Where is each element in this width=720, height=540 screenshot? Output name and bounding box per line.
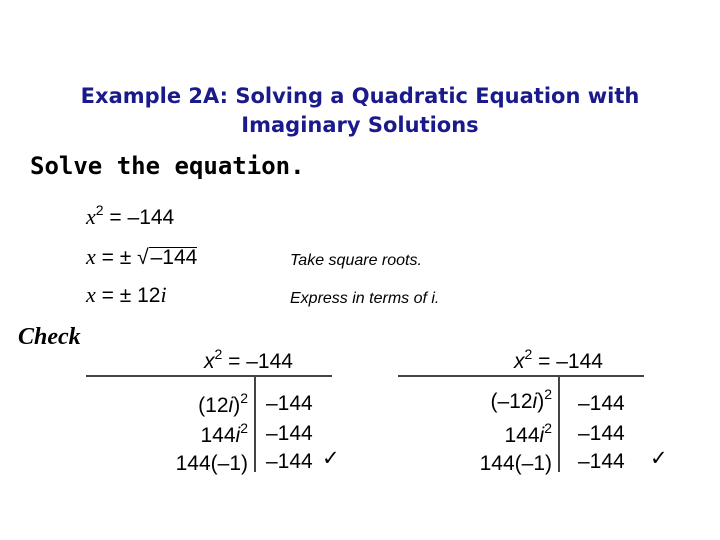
check-1-horizontal-rule — [86, 375, 332, 377]
step-3-equation — [86, 282, 167, 308]
check-1-row-2-left: $144i^2$ — [200, 420, 248, 447]
step-3-relation: = ± — [101, 284, 132, 307]
check-2-horizontal-rule — [398, 375, 644, 377]
step-1-rhs: –144 — [127, 206, 175, 229]
check-1-header — [204, 346, 293, 374]
step-2-radicand: –144 — [150, 246, 198, 269]
check-2-header — [514, 346, 603, 374]
check-2-header-rhs: = –144 — [538, 350, 603, 373]
check-2-vertical-rule — [558, 376, 560, 472]
step-3-note: Express in terms of i. — [290, 290, 440, 307]
slide-title — [0, 82, 720, 140]
check-2-row-3-right: –144 — [578, 450, 625, 473]
step-1-relation: = — [109, 206, 122, 229]
check-1-row-2-right: –144 — [266, 422, 313, 445]
step-3-imaginary-unit: i — [160, 282, 167, 307]
check-1-row-1-left: $(12i)^2$ — [198, 390, 248, 417]
check-1-vertical-rule — [254, 376, 256, 472]
step-2-relation: = ± — [101, 246, 132, 269]
sqrt-symbol: √ — [137, 246, 149, 269]
check-2-row-2-right: –144 — [578, 422, 625, 445]
step-2-equation — [86, 244, 197, 270]
check-1-header-exponent: 2 — [214, 346, 223, 362]
step-1-equation — [86, 202, 174, 230]
step-3-coefficient: 12 — [137, 284, 161, 307]
check-2-checkmark-icon: ✓ — [650, 447, 668, 470]
title-line-2: Imaginary Solutions — [241, 113, 479, 137]
step-2-variable: x — [86, 244, 96, 269]
title-line-1: Example 2A: Solving a Quadratic Equation with — [80, 84, 640, 108]
check-1-header-variable: x — [204, 350, 215, 373]
instruction-heading: Solve the equation. — [30, 152, 305, 180]
check-1-row-1-right: –144 — [266, 392, 313, 415]
check-1-row-3-left: 144(–1) — [175, 452, 248, 475]
check-1-row-3-right: –144 — [266, 450, 313, 473]
check-1-header-rhs: = –144 — [228, 350, 293, 373]
check-2-header-exponent: 2 — [524, 346, 533, 362]
step-1-exponent: 2 — [95, 202, 104, 218]
check-2-row-3-left: 144(–1) — [479, 452, 552, 475]
check-2-row-1-left: $(-12i)^2$ — [490, 386, 552, 413]
check-2-header-variable: x — [514, 350, 525, 373]
step-1-variable: x — [86, 204, 96, 229]
step-2-note: Take square roots. — [290, 252, 422, 269]
check-1-checkmark-icon: ✓ — [322, 447, 340, 470]
check-2-row-1-right: –144 — [578, 392, 625, 415]
check-label: Check — [18, 324, 81, 350]
check-2-row-2-left: $144i^2$ — [504, 420, 552, 447]
step-3-variable: x — [86, 282, 96, 307]
